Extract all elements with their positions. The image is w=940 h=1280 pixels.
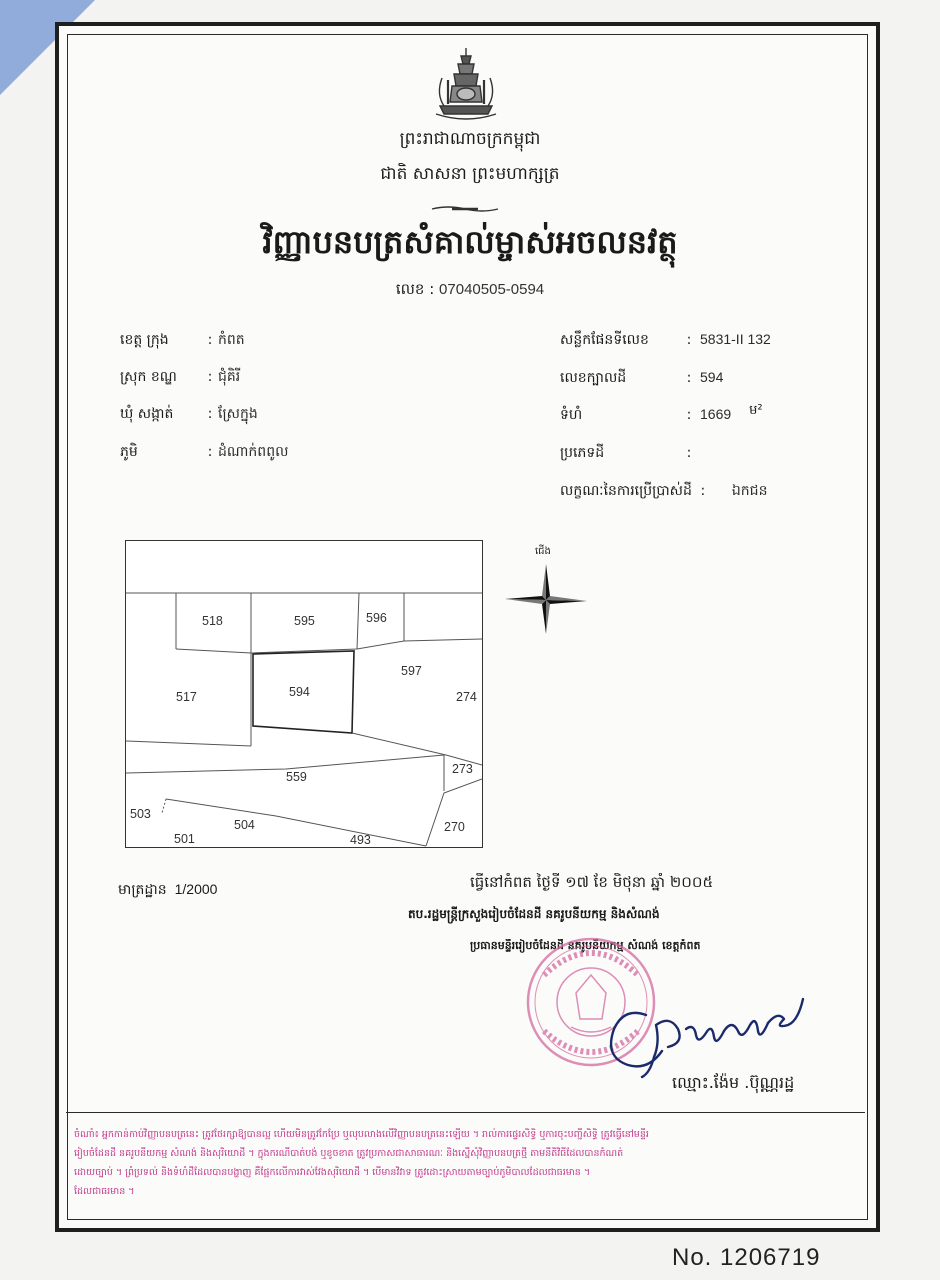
field-value: ឯកជន	[731, 482, 768, 498]
royal-emblem-icon	[428, 44, 504, 124]
signer-name: ឈ្មោះ.ង៉ែម .ប៊ុណ្ណរដ្ឋ	[672, 1073, 795, 1092]
parcel-label: 503	[130, 807, 151, 821]
field-label: ភូមិ	[120, 444, 138, 460]
field-value: 5831-II 132	[700, 331, 771, 347]
field-label: ខេត្ត ក្រុង	[120, 332, 169, 348]
parcel-label: 517	[176, 690, 197, 704]
field-separator: :	[686, 370, 692, 386]
parcel-label: 493	[350, 833, 371, 847]
field-separator: :	[207, 369, 213, 385]
scale-label: មាត្រដ្ឋាន	[118, 882, 167, 898]
field-separator: :	[700, 483, 706, 499]
footer-note-line: រៀបចំដែនដី នគរូបនីយកម្ម សំណង់ និងសុរិយោដី ។ ក្នុងករណីបាត់បង់ ឬខូចខាត ត្រូវប្រកាសជាសាធារណៈ និងស្នើសុំវិញ្ញាបនបត្រថ្មី តាមនីតិវិធីដែលបានកំណត់	[74, 1148, 624, 1159]
field-separator: :	[207, 332, 213, 348]
field-land-use	[560, 481, 767, 502]
field-value: កំពត	[218, 331, 245, 347]
field-parcel-number	[560, 368, 723, 389]
issuing-authority-line: តប.រដ្ឋមន្ត្រីក្រសួងរៀបចំដែនដី នគរូបនីយកម្ម និងសំណង់	[408, 907, 660, 921]
map-scale	[118, 880, 217, 901]
footer-note-line: ដោយច្បាប់ ។ ព្រំប្រទល់ និងទំហំដីដែលបានបង្ហាញ គឺផ្អែកលើការវាស់វែងសុរិយោដី ។ បើមានវិវាទ ត្រូវដោះស្រាយតាមច្បាប់ភូមិបាលដែលជាធរមាន ។	[74, 1167, 591, 1178]
boundary-line	[357, 593, 359, 649]
north-label: ជើង	[535, 546, 551, 557]
field-separator: :	[207, 406, 213, 422]
serial-number: No. 1206719	[672, 1244, 821, 1271]
field-value: 594	[700, 369, 724, 385]
boundary-line	[126, 755, 444, 773]
field-map-sheet	[560, 330, 771, 351]
parcel-label: 596	[366, 611, 387, 625]
footer-note	[66, 1112, 865, 1219]
field-label: លេខក្បាលដី	[560, 370, 627, 386]
field-village	[120, 442, 288, 463]
certificate-number	[60, 280, 880, 302]
parcel-label: 595	[294, 614, 315, 628]
field-label: ស្រុក ខណ្ឌ	[120, 369, 177, 385]
boundary-line	[352, 733, 482, 765]
field-label: ប្រភេទដី	[560, 445, 605, 461]
parcel-label: 559	[286, 770, 307, 784]
issuing-department-line: ប្រធានមន្ទីររៀបចំដែនដី នគរូបនីយកម្ម សំណង់ ខេត្តកំពត	[470, 939, 701, 952]
certificate-title: វិញ្ញាបនបត្រសំគាល់ម្ចាស់អចលនវត្ថុ	[262, 223, 678, 261]
scale-value: 1/2000	[174, 881, 218, 897]
parcel-label: 273	[452, 762, 473, 776]
number-value: 07040505-0594	[439, 281, 545, 298]
parcel-label: 501	[174, 832, 195, 846]
field-label: ទំហំ	[560, 407, 583, 423]
footer-note-line: ដែលជាធរមាន ។	[74, 1186, 135, 1197]
field-separator: :	[207, 444, 213, 460]
field-value: ស្រែក្នុង	[218, 405, 258, 421]
field-district	[120, 367, 240, 388]
national-motto: ជាតិ សាសនា ព្រះមហាក្សត្រ	[380, 164, 560, 184]
boundary-line	[176, 639, 482, 653]
parcel-label-subject: 594	[289, 685, 310, 699]
issue-date-line: ធ្វើនៅកំពត ថ្ងៃទី ១៧ ខែ មិថុនា ឆ្នាំ ២០០៥	[470, 873, 714, 891]
field-area	[560, 405, 763, 426]
field-value: ជុំគិរី	[218, 368, 241, 384]
field-province	[120, 330, 245, 351]
field-land-type	[560, 443, 700, 464]
number-label: លេខ	[395, 280, 425, 298]
parcel-label: 504	[234, 818, 255, 832]
parcel-label: 518	[202, 614, 223, 628]
boundary-line	[426, 779, 482, 846]
field-label: ឃុំ សង្កាត់	[120, 406, 174, 422]
field-separator: :	[686, 445, 692, 461]
parcel-label: 597	[401, 664, 422, 678]
kingdom-heading: ព្រះរាជាណាចក្រកម្ពុជា	[399, 129, 541, 149]
field-value: 1669	[700, 406, 732, 422]
field-commune	[120, 404, 258, 425]
cadastral-map-drawing	[126, 541, 482, 847]
parcel-label: 270	[444, 820, 465, 834]
area-unit: ម²	[749, 403, 763, 418]
ornament-divider	[430, 203, 500, 215]
parcel-label: 274	[456, 690, 477, 704]
boundary-line	[162, 799, 166, 813]
field-separator: :	[686, 332, 692, 348]
number-separator: :	[429, 280, 435, 298]
field-label: សន្លឹកផែនទីលេខ	[560, 332, 649, 348]
field-value: ដំណាក់ពពូល	[218, 443, 289, 459]
handwritten-signature	[598, 985, 813, 1080]
field-label: លក្ខណៈនៃការប្រើប្រាស់ដី	[560, 483, 692, 499]
boundary-line	[166, 799, 426, 846]
cadastral-map	[125, 540, 483, 848]
footer-note-line: ចំណាំ៖ អ្នកកាន់កាប់វិញ្ញាបនបត្រនេះ ត្រូវថែរក្សាឱ្យបានល្អ ហើយមិនត្រូវកែប្រែ ឬលុបលាងលើវិញ្ញាបនបត្រនេះឡើយ ។ រាល់ការផ្ទេរសិទ្ធិ ឬការចុះបញ្ជីសិទ្ធិ ត្រូវធ្វើនៅមន្ទីរ	[74, 1129, 649, 1140]
boundary-line	[126, 741, 251, 746]
north-arrow-icon	[503, 562, 589, 636]
field-separator: :	[686, 407, 692, 423]
